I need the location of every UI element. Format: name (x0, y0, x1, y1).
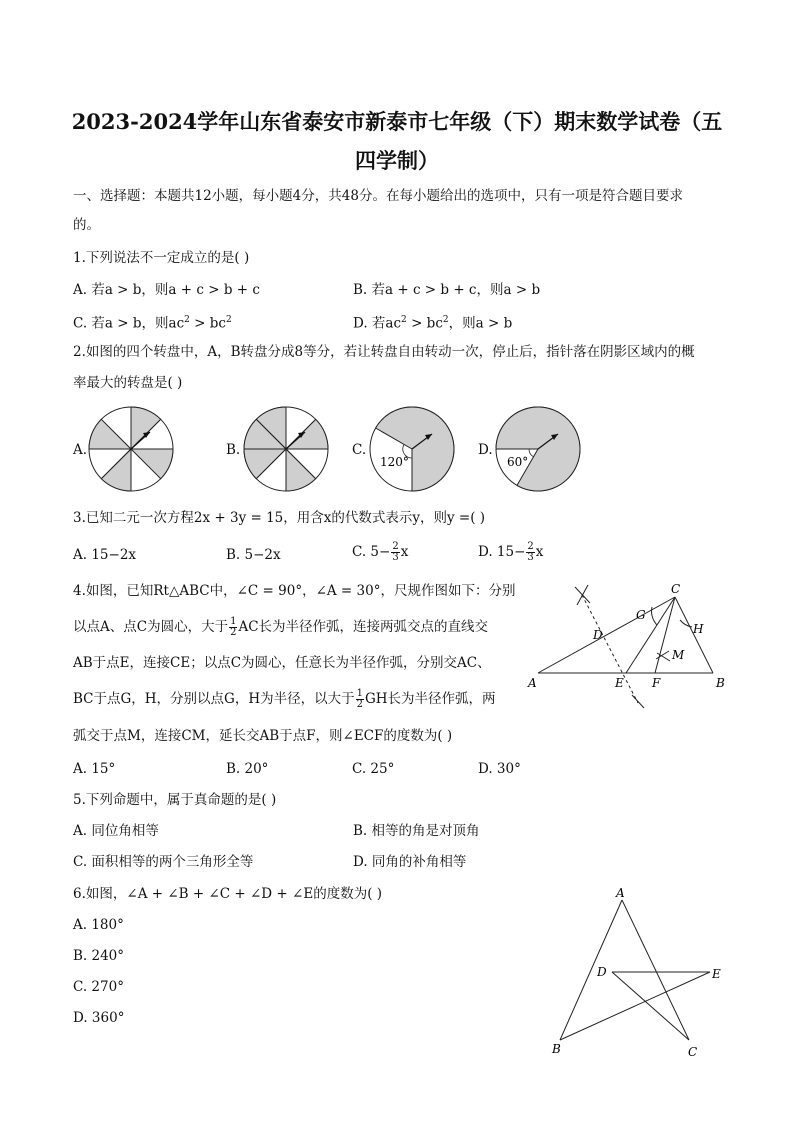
exam-title-line1: 2023-2024学年山东省泰安市新泰市七年级（下）期末数学试卷（五 (71, 109, 723, 134)
q3-option-a: A. 15−2x (73, 547, 137, 563)
q5-option-d: D. 同角的补角相等 (353, 854, 467, 870)
q2-stem-line2: 率最大的转盘是( ) (73, 375, 183, 391)
q6-label-a: A (616, 886, 625, 900)
q6-option-a: A. 180° (73, 917, 124, 933)
q1-option-b: B. 若a + c > b + c，则a > b (353, 282, 541, 298)
q4-stem-line4: BC于点G，H，分别以点G，H为半径，以大于 $\frac{1}{2}$ GH长为半径作弧，两 (73, 688, 496, 710)
q4-stem-line3: AB于点E，连接CE；以点C为圆心，任意长为半径作弧，分别交AC、 (73, 655, 491, 671)
q4-label-h: H (693, 622, 704, 636)
spinner-d (496, 407, 580, 491)
q4-option-c: C. 25° (352, 761, 395, 777)
q5-option-c: C. 面积相等的两个三角形全等 (73, 854, 254, 870)
spinner-b (244, 407, 328, 491)
q4-label-f: F (652, 676, 661, 690)
q3-stem: 3.已知二元一次方程2x + 3y = 15，用含x的代数式表示y，则y =( ) (73, 510, 486, 526)
q3-option-c: C. 5− $\frac{2}{3}$ x (352, 541, 409, 563)
q4-label-c: C (671, 582, 681, 596)
spinner-c-angle: 120° (380, 455, 409, 469)
q4-stem-line5: 弧交于点M，连接CM，延长交AB于点F，则∠ECF的度数为( ) (73, 728, 453, 744)
q3-option-b: B. 5−2x (226, 547, 281, 563)
q6-option-c: C. 270° (73, 979, 124, 995)
q6-option-d: D. 360° (73, 1010, 125, 1026)
q4-label-g: G (636, 608, 646, 622)
q2-option-b-label: B. (226, 442, 241, 458)
q4-stem-line2: 以点A、点C为圆心，大于 $\frac{1}{2}$ AC长为半径作弧，连接两弧交点的直线交 (73, 616, 489, 638)
q4-option-b: B. 20° (226, 761, 269, 777)
q6-option-b: B. 240° (73, 948, 125, 964)
q1-option-c: C. 若a > b，则$ac^2 > bc^2$ (73, 315, 232, 332)
exam-title-line2: 四学制） (355, 148, 439, 173)
q4-label-a: A (528, 676, 537, 690)
q2-option-d-label: D. (478, 442, 493, 458)
q1-option-a: A. 若a > b，则a + c > b + c (73, 282, 260, 298)
section-instructions-line1: 一、选择题：本题共12小题，每小题4分，共48分。在每小题给出的选项中，只有一项是符合题目要求 (73, 188, 683, 204)
q3-option-d: D. 15− $\frac{2}{3}$ x (478, 541, 544, 563)
q5-option-a: A. 同位角相等 (73, 823, 159, 839)
q5-stem: 5.下列命题中，属于真命题的是( ) (73, 792, 277, 808)
section-instructions-line2: 的。 (73, 217, 100, 233)
q4-option-a: A. 15° (73, 761, 116, 777)
q6-label-c: C (688, 1045, 698, 1059)
spinner-c (370, 407, 454, 491)
q4-label-d: D (593, 628, 603, 642)
q1-option-d: D. 若$ac^2 > bc^2$，则a > b (353, 315, 513, 332)
q4-label-m: M (672, 648, 685, 662)
q6-label-e: E (712, 967, 721, 981)
spinner-a (89, 407, 173, 491)
q1-stem: 1.下列说法不一定成立的是( ) (73, 250, 250, 266)
q6-label-d: D (597, 965, 607, 979)
q4-label-e: E (615, 676, 624, 690)
q6-star-figure (540, 880, 740, 1060)
q4-option-d: D. 30° (478, 761, 521, 777)
q4-triangle-figure (520, 575, 760, 715)
q6-stem: 6.如图，∠A + ∠B + ∠C + ∠D + ∠E的度数为( ) (73, 886, 383, 902)
q4-stem-line1: 4.如图，已知Rt△ABC中，∠C = 90°，∠A = 30°，尺规作图如下：分别 (73, 583, 516, 599)
q2-stem-line1: 2.如图的四个转盘中，A，B转盘分成8等分，若让转盘自由转动一次，停止后，指针落在阴影区域内的概 (73, 344, 695, 360)
q2-option-a-label: A. (73, 442, 88, 458)
spinner-d-angle: 60° (507, 455, 529, 469)
q4-label-b: B (716, 676, 725, 690)
q5-option-b: B. 相等的角是对顶角 (353, 823, 480, 839)
q2-option-c-label: C. (352, 442, 367, 458)
q2-spinners-figure (0, 0, 794, 520)
q6-label-b: B (552, 1042, 561, 1056)
